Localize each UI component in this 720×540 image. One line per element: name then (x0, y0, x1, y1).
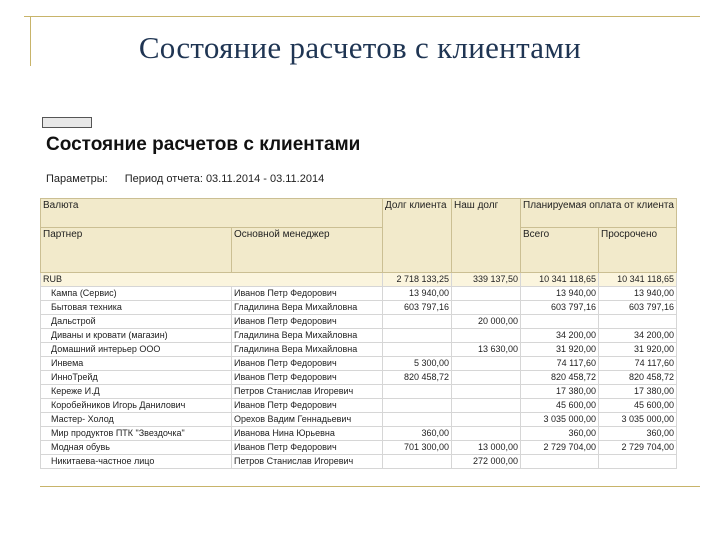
cell-overdue: 820 458,72 (599, 371, 677, 385)
table-row[interactable] (41, 385, 677, 399)
cell-total (521, 315, 599, 329)
cell-manager: Иванова Нина Юрьевна (232, 427, 383, 441)
cell-manager: Иванов Петр Федорович (232, 371, 383, 385)
cell-total: 3 035 000,00 (521, 413, 599, 427)
header-row-2 (41, 228, 677, 273)
report-screenshot (40, 115, 678, 480)
cell-total: 45 600,00 (521, 399, 599, 413)
table-row[interactable] (41, 315, 677, 329)
cell-overdue: 360,00 (599, 427, 677, 441)
header-partner: Партнер (41, 228, 232, 273)
cell-partner: Коробейников Игорь Данилович (41, 399, 232, 413)
table-row[interactable] (41, 399, 677, 413)
cell-client-debt (383, 343, 452, 357)
currency-name: RUB (41, 273, 383, 287)
header-client-debt: Долг клиента (383, 199, 452, 273)
slide-title: Состояние расчетов с клиентами (138, 30, 582, 65)
cell-client-debt (383, 385, 452, 399)
cell-our-debt (452, 301, 521, 315)
slide-frame-top (24, 16, 700, 17)
table-row[interactable] (41, 427, 677, 441)
cell-partner: Кереже И.Д (41, 385, 232, 399)
cell-manager: Иванов Петр Федорович (232, 287, 383, 301)
cell-client-debt: 360,00 (383, 427, 452, 441)
currency-total: 10 341 118,65 (521, 273, 599, 287)
cell-client-debt (383, 329, 452, 343)
header-overdue: Просрочено (599, 228, 677, 273)
cell-our-debt: 20 000,00 (452, 315, 521, 329)
cell-total: 34 200,00 (521, 329, 599, 343)
cell-manager: Гладилина Вера Михайловна (232, 343, 383, 357)
cell-overdue: 34 200,00 (599, 329, 677, 343)
cell-partner: Домашний интерьер ООО (41, 343, 232, 357)
cell-client-debt: 5 300,00 (383, 357, 452, 371)
cell-our-debt (452, 427, 521, 441)
header-our-debt: Наш долг (452, 199, 521, 273)
cell-manager: Иванов Петр Федорович (232, 357, 383, 371)
cell-partner: Инвема (41, 357, 232, 371)
cell-our-debt (452, 385, 521, 399)
header-planned: Планируемая оплата от клиента (521, 199, 677, 228)
cell-our-debt (452, 413, 521, 427)
cell-manager: Иванов Петр Федорович (232, 441, 383, 455)
cell-our-debt (452, 329, 521, 343)
table-row[interactable] (41, 357, 677, 371)
table-row[interactable] (41, 287, 677, 301)
cell-total: 2 729 704,00 (521, 441, 599, 455)
cell-client-debt: 701 300,00 (383, 441, 452, 455)
cell-client-debt (383, 315, 452, 329)
currency-client-debt: 2 718 133,25 (383, 273, 452, 287)
cell-partner: Мир продуктов ПТК "Звездочка" (41, 427, 232, 441)
currency-our-debt: 339 137,50 (452, 273, 521, 287)
cell-overdue (599, 315, 677, 329)
cell-our-debt (452, 371, 521, 385)
cell-partner: ИнноТрейд (41, 371, 232, 385)
table-row[interactable] (41, 343, 677, 357)
cell-client-debt (383, 399, 452, 413)
cell-our-debt: 13 630,00 (452, 343, 521, 357)
table-row[interactable] (41, 371, 677, 385)
currency-row[interactable] (41, 273, 677, 287)
header-currency: Валюта (41, 199, 383, 228)
cell-total: 360,00 (521, 427, 599, 441)
cell-total: 820 458,72 (521, 371, 599, 385)
cell-partner: Никитаева-частное лицо (41, 455, 232, 469)
table-row[interactable] (41, 301, 677, 315)
params-period: Период отчета: 03.11.2014 - 03.11.2014 (124, 173, 325, 185)
cell-total: 13 940,00 (521, 287, 599, 301)
header-manager: Основной менеджер (232, 228, 383, 273)
cell-partner: Модная обувь (41, 441, 232, 455)
slide-frame-bottom (40, 486, 700, 487)
table-row[interactable] (41, 455, 677, 469)
cell-client-debt: 820 458,72 (383, 371, 452, 385)
cell-overdue: 13 940,00 (599, 287, 677, 301)
cell-overdue: 17 380,00 (599, 385, 677, 399)
header-row-1 (41, 199, 677, 228)
cell-partner: Кампа (Сервис) (41, 287, 232, 301)
cell-overdue: 2 729 704,00 (599, 441, 677, 455)
cell-manager: Гладилина Вера Михайловна (232, 329, 383, 343)
cell-client-debt (383, 455, 452, 469)
currency-overdue: 10 341 118,65 (599, 273, 677, 287)
table-row[interactable] (41, 441, 677, 455)
cell-total: 603 797,16 (521, 301, 599, 315)
report-title: Состояние расчетов с клиентами (46, 134, 361, 155)
cell-client-debt: 13 940,00 (383, 287, 452, 301)
cell-manager: Иванов Петр Федорович (232, 315, 383, 329)
cell-total: 31 920,00 (521, 343, 599, 357)
cell-total: 74 117,60 (521, 357, 599, 371)
cell-manager: Орехов Вадим Геннадьевич (232, 413, 383, 427)
cell-partner: Мастер- Холод (41, 413, 232, 427)
header-total: Всего (521, 228, 599, 273)
cell-manager: Гладилина Вера Михайловна (232, 301, 383, 315)
cell-partner: Дальстрой (41, 315, 232, 329)
cell-total: 17 380,00 (521, 385, 599, 399)
params-label: Параметры: (46, 173, 108, 185)
cell-overdue: 45 600,00 (599, 399, 677, 413)
table-row[interactable] (41, 413, 677, 427)
cell-total (521, 455, 599, 469)
report-table (40, 198, 677, 469)
cell-our-debt: 272 000,00 (452, 455, 521, 469)
cell-overdue: 3 035 000,00 (599, 413, 677, 427)
report-parameters (46, 173, 338, 185)
cell-manager: Петров Станислав Игоревич (232, 385, 383, 399)
cell-our-debt: 13 000,00 (452, 441, 521, 455)
cell-overdue: 31 920,00 (599, 343, 677, 357)
cell-overdue: 74 117,60 (599, 357, 677, 371)
cell-our-debt (452, 357, 521, 371)
cell-manager: Петров Станислав Игоревич (232, 455, 383, 469)
cell-client-debt (383, 413, 452, 427)
cell-manager: Иванов Петр Федорович (232, 399, 383, 413)
cell-partner: Диваны и кровати (магазин) (41, 329, 232, 343)
cell-overdue (599, 455, 677, 469)
toolbar-stub (42, 117, 92, 128)
cell-our-debt (452, 287, 521, 301)
cell-our-debt (452, 399, 521, 413)
cell-partner: Бытовая техника (41, 301, 232, 315)
table-row[interactable] (41, 329, 677, 343)
cell-client-debt: 603 797,16 (383, 301, 452, 315)
cell-overdue: 603 797,16 (599, 301, 677, 315)
